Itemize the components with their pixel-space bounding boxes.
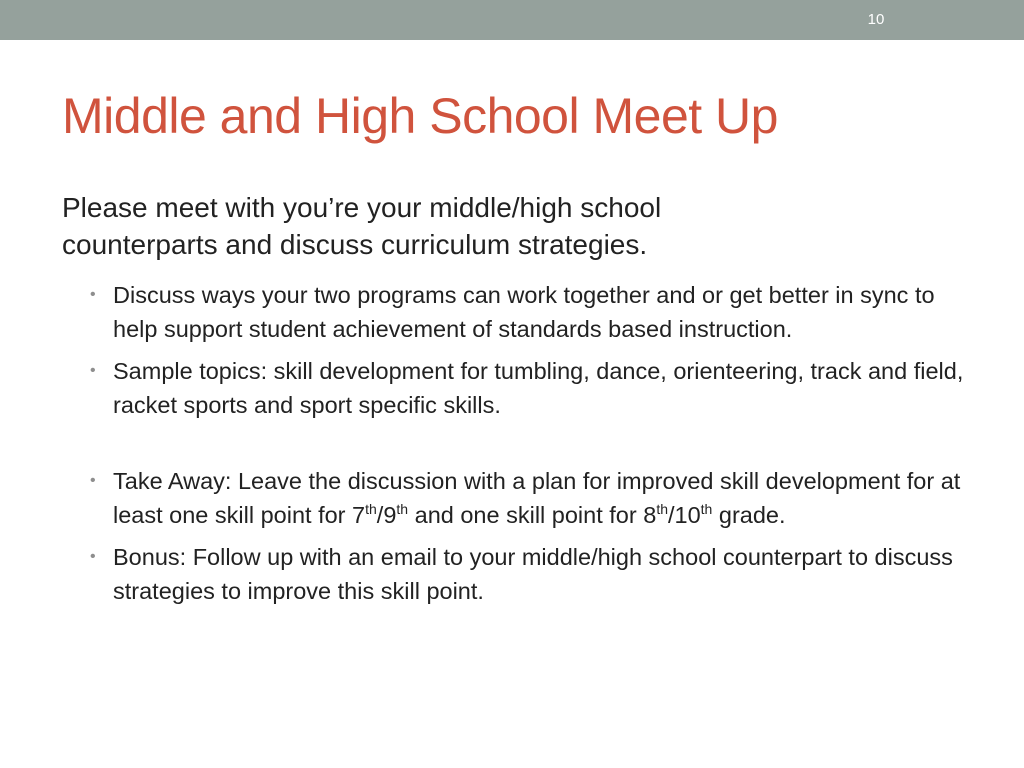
- ordinal-suffix: th: [656, 501, 668, 518]
- ordinal-suffix: th: [700, 501, 713, 518]
- slide-number: 10: [867, 11, 885, 28]
- bullet-text-part: /9: [376, 502, 397, 528]
- bullet-item-sample-topics: [90, 354, 970, 422]
- intro-paragraph: [62, 189, 962, 263]
- bullet-text: Discuss ways your two programs can work together and or get better in sync to help support student achievement of standards based instruction.: [113, 282, 935, 342]
- bullet-item-discuss: [90, 278, 970, 346]
- bullet-text-part: Take Away: Leave the discussion with a plan for improved skill development for at least one skill point for 7: [113, 468, 961, 528]
- bullet-text-part: grade.: [712, 502, 786, 528]
- ordinal-suffix: th: [365, 501, 377, 518]
- bullet-list: [90, 278, 970, 616]
- bullet-icon: •: [90, 286, 96, 303]
- bullet-icon: •: [90, 472, 96, 489]
- bullet-text: [113, 468, 960, 528]
- bullet-text-part: /10: [668, 502, 701, 528]
- bullet-item-bonus: [90, 540, 970, 608]
- bullet-text-part: and one skill point for 8: [408, 502, 657, 528]
- top-bar: [0, 0, 1024, 40]
- intro-line-2: counterparts and discuss curriculum strategies.: [62, 229, 648, 260]
- bullet-text: Sample topics: skill development for tumbling, dance, orienteering, track and field, racket sports and sport specific skills.: [113, 358, 964, 418]
- intro-line-1: Please meet with you’re your middle/high school: [62, 192, 662, 223]
- bullet-icon: •: [90, 362, 96, 379]
- bullet-icon: •: [90, 548, 96, 565]
- ordinal-suffix: th: [396, 501, 409, 518]
- slide-title: Middle and High School Meet Up: [62, 88, 778, 144]
- bullet-item-take-away: [90, 464, 970, 532]
- bullet-text: Bonus: Follow up with an email to your middle/high school counterpart to discuss strategies to improve this skill point.: [113, 544, 953, 604]
